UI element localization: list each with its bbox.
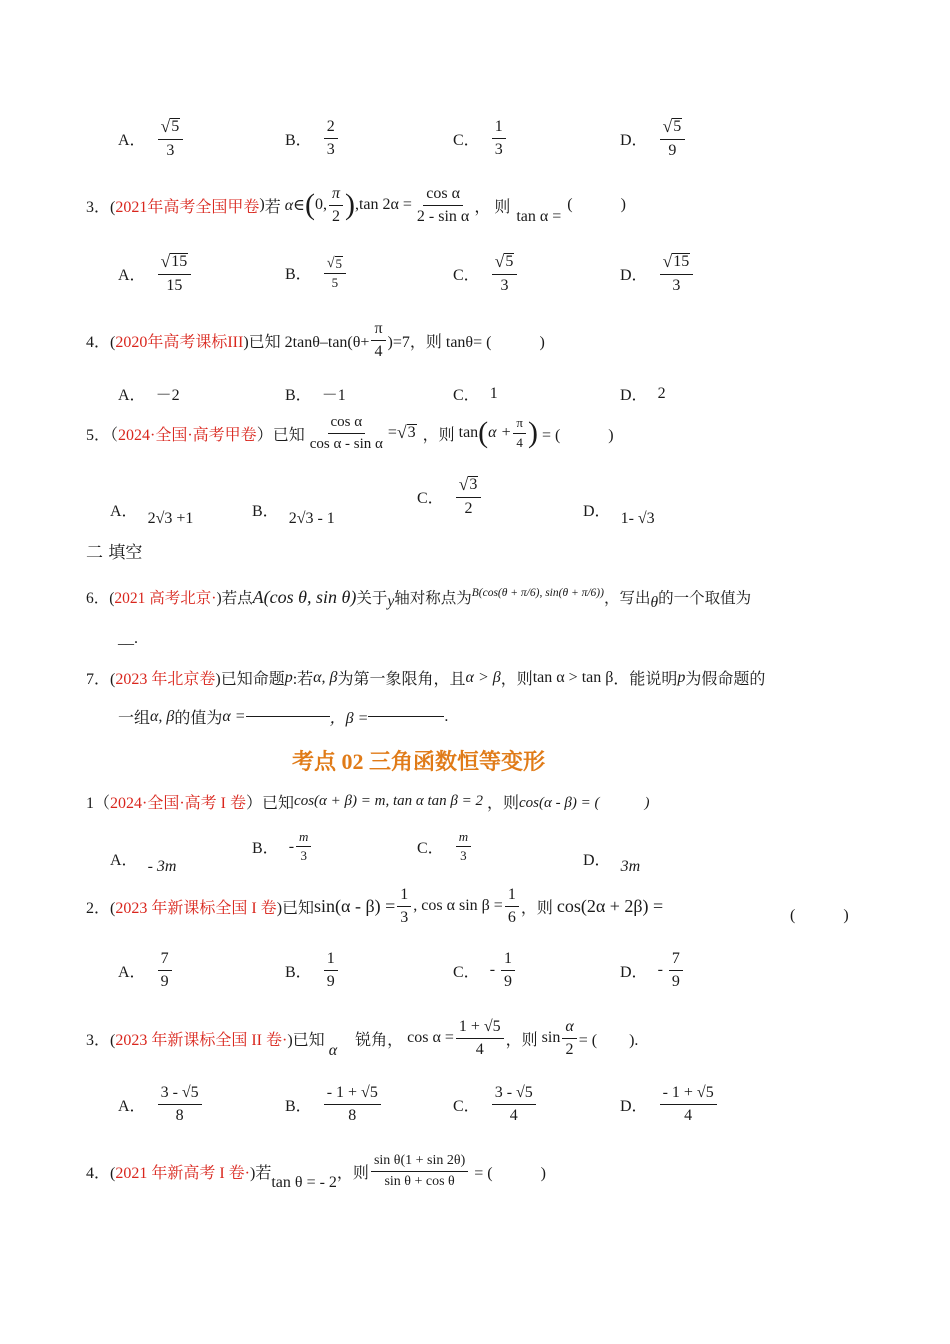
section-title-fill-in: 二 填空 [86,543,143,563]
source-tag: 2024·全国·高考 I 卷 [110,795,247,812]
s3-question-1: 1（ 2024·全国·高考 I 卷 ）已知 cos(α + β) = m, tan α tan β = 2 ，则 cos(α - β) = ( ) [86,790,649,813]
q3-option-d[interactable]: D． √ 15 3 [620,253,695,294]
s3q3-option-b[interactable]: B． $\frac{- 1 + √5}{8}$ [285,1084,383,1124]
s3q1-option-a[interactable]: A． - 3m [110,851,177,875]
source-tag: 2024·全国·高考甲卷 [118,426,257,444]
question-7: 7．( 2023 年北京卷 )已知命题 p :若 α, β 为第一象限角，且 α > β ，则 tan α > tan β ．能说明 p 为假命题的 [86,666,765,689]
s3q3-option-a[interactable]: A． $\frac{3 - √5}{8}$ [118,1084,204,1124]
s3q2-option-a[interactable]: A． $\frac{7}{9}$ [118,950,174,990]
source-tag: 2023 年北京卷 [115,671,216,688]
s3q3-option-c[interactable]: C． $\frac{3 - √5}{4}$ [453,1084,538,1124]
fraction: √ 5 3 [158,118,184,159]
source-tag: 2021 高考北京· [114,590,217,607]
q1-option-a[interactable]: A． √ 5 3 [118,118,185,159]
alpha-answer-blank[interactable] [246,716,330,717]
s3-question-3: 3．( 2023 年新课标全国 II 卷· )已知 α 锐角， cos α = $\frac{1 + √5}{4}$ ，则 sin $\frac{\alpha}{2}$ = ( ). [86,1017,639,1059]
question-7-line2: 一组 α, β 的值为 α = ，β = . [118,707,449,727]
section-title-identity-transform: 考点 02 三角函数恒等变形 [292,749,546,774]
q3-option-a[interactable]: A． √ 15 15 [118,253,193,294]
question-4: 4．( 2020年高考课标III )已知 2tanθ–tan(θ+ $\frac{\pi}{4}$ )=7，则 tanθ= ( ) [86,320,545,360]
beta-answer-blank[interactable] [368,716,444,717]
s3q2-answer-paren[interactable]: ( ) [790,907,849,924]
question-6: 6．( 2021 高考北京· )若点 A(cos θ, sin θ) 关于 y 轴对称点为 B(cos(θ + π/6), sin(θ + π/6)) ，写出 θ 的一个取值为 [86,586,752,611]
s3q1-option-d[interactable]: D． 3m [583,851,641,875]
s3q3-option-d[interactable]: D． $\frac{- 1 + √5}{4}$ [620,1084,719,1124]
q3-option-b[interactable]: B． √ 5 5 [285,256,348,290]
q4-option-a[interactable]: A． －2 [118,387,180,404]
q6-answer-blank[interactable]: __. [118,630,138,647]
q5-option-c[interactable]: C． √ 3 2 [417,476,483,517]
source-tag: 2023 年新课标全国 II 卷· [115,1031,288,1049]
question-5: 5．（ 2024·全国·高考甲卷 ）已知 $\frac{\text{cos α}}{\text{cos α - sin α}}$ = √ 3 ，则 tan ( α + $\frac{\pi}{4}$ ) = ( ) [86,414,614,452]
source-tag: 2023 年新课标全国 I 卷 [115,899,277,917]
q5-option-d[interactable]: D． 1- √3 [583,502,655,527]
q5-option-b[interactable]: B． 2√3 - 1 [252,502,335,527]
q4-option-d[interactable]: D． 2 [620,384,666,404]
source-tag: 2021 年新高考 I 卷· [115,1164,251,1182]
source-tag: 2021年高考全国甲卷 [115,198,260,216]
s3q2-option-b[interactable]: B． $\frac{1}{9}$ [285,950,340,990]
question-3: 3．( 2021年高考全国甲卷 ) 若 α∈ ( 0, $\frac{\pi}{2}$ ) ,tan 2α = $\frac{\text{cos α}}{\text{2 - sin α}}$ ， 则 tan α = ( ) [86,184,626,225]
q4-option-c[interactable]: C． 1 [453,384,498,404]
s3q1-option-c[interactable]: C． $\frac{m}{3}$ [417,830,473,864]
source-tag: 2020年高考课标III [115,333,244,351]
q1-option-d[interactable]: D． √ 5 9 [620,118,687,159]
s3q1-option-b[interactable]: B． - $\frac{m}{3}$ [252,830,313,864]
s3q2-option-d[interactable]: D． - $\frac{7}{9}$ [620,950,685,990]
s3-question-2: 2．( 2023 年新课标全国 I 卷 )已知 sin(α - β) = $\frac{1}{3}$ , cos α sin β = $\frac{1}{6}$ ，则 cos(2α + 2β) = [86,886,664,926]
q3-option-c[interactable]: C． √ 5 3 [453,253,519,294]
s3-question-4: 4．( 2021 年新高考 I 卷· )若 tan θ = - 2 ，则 $\frac{\text{sin θ(1 + sin 2θ)}}{\text{sin θ + cos θ}}$ = ( ) [86,1153,546,1191]
s3q2-option-c[interactable]: C． - $\frac{1}{9}$ [453,950,517,990]
q5-option-a[interactable]: A． 2√3 +1 [110,502,194,527]
q1-option-b[interactable]: B． $\frac{2}{3}$ [285,118,340,158]
q4-option-b[interactable]: B． －1 [285,387,346,404]
q1-option-c[interactable]: C． $\frac{1}{3}$ [453,118,508,158]
